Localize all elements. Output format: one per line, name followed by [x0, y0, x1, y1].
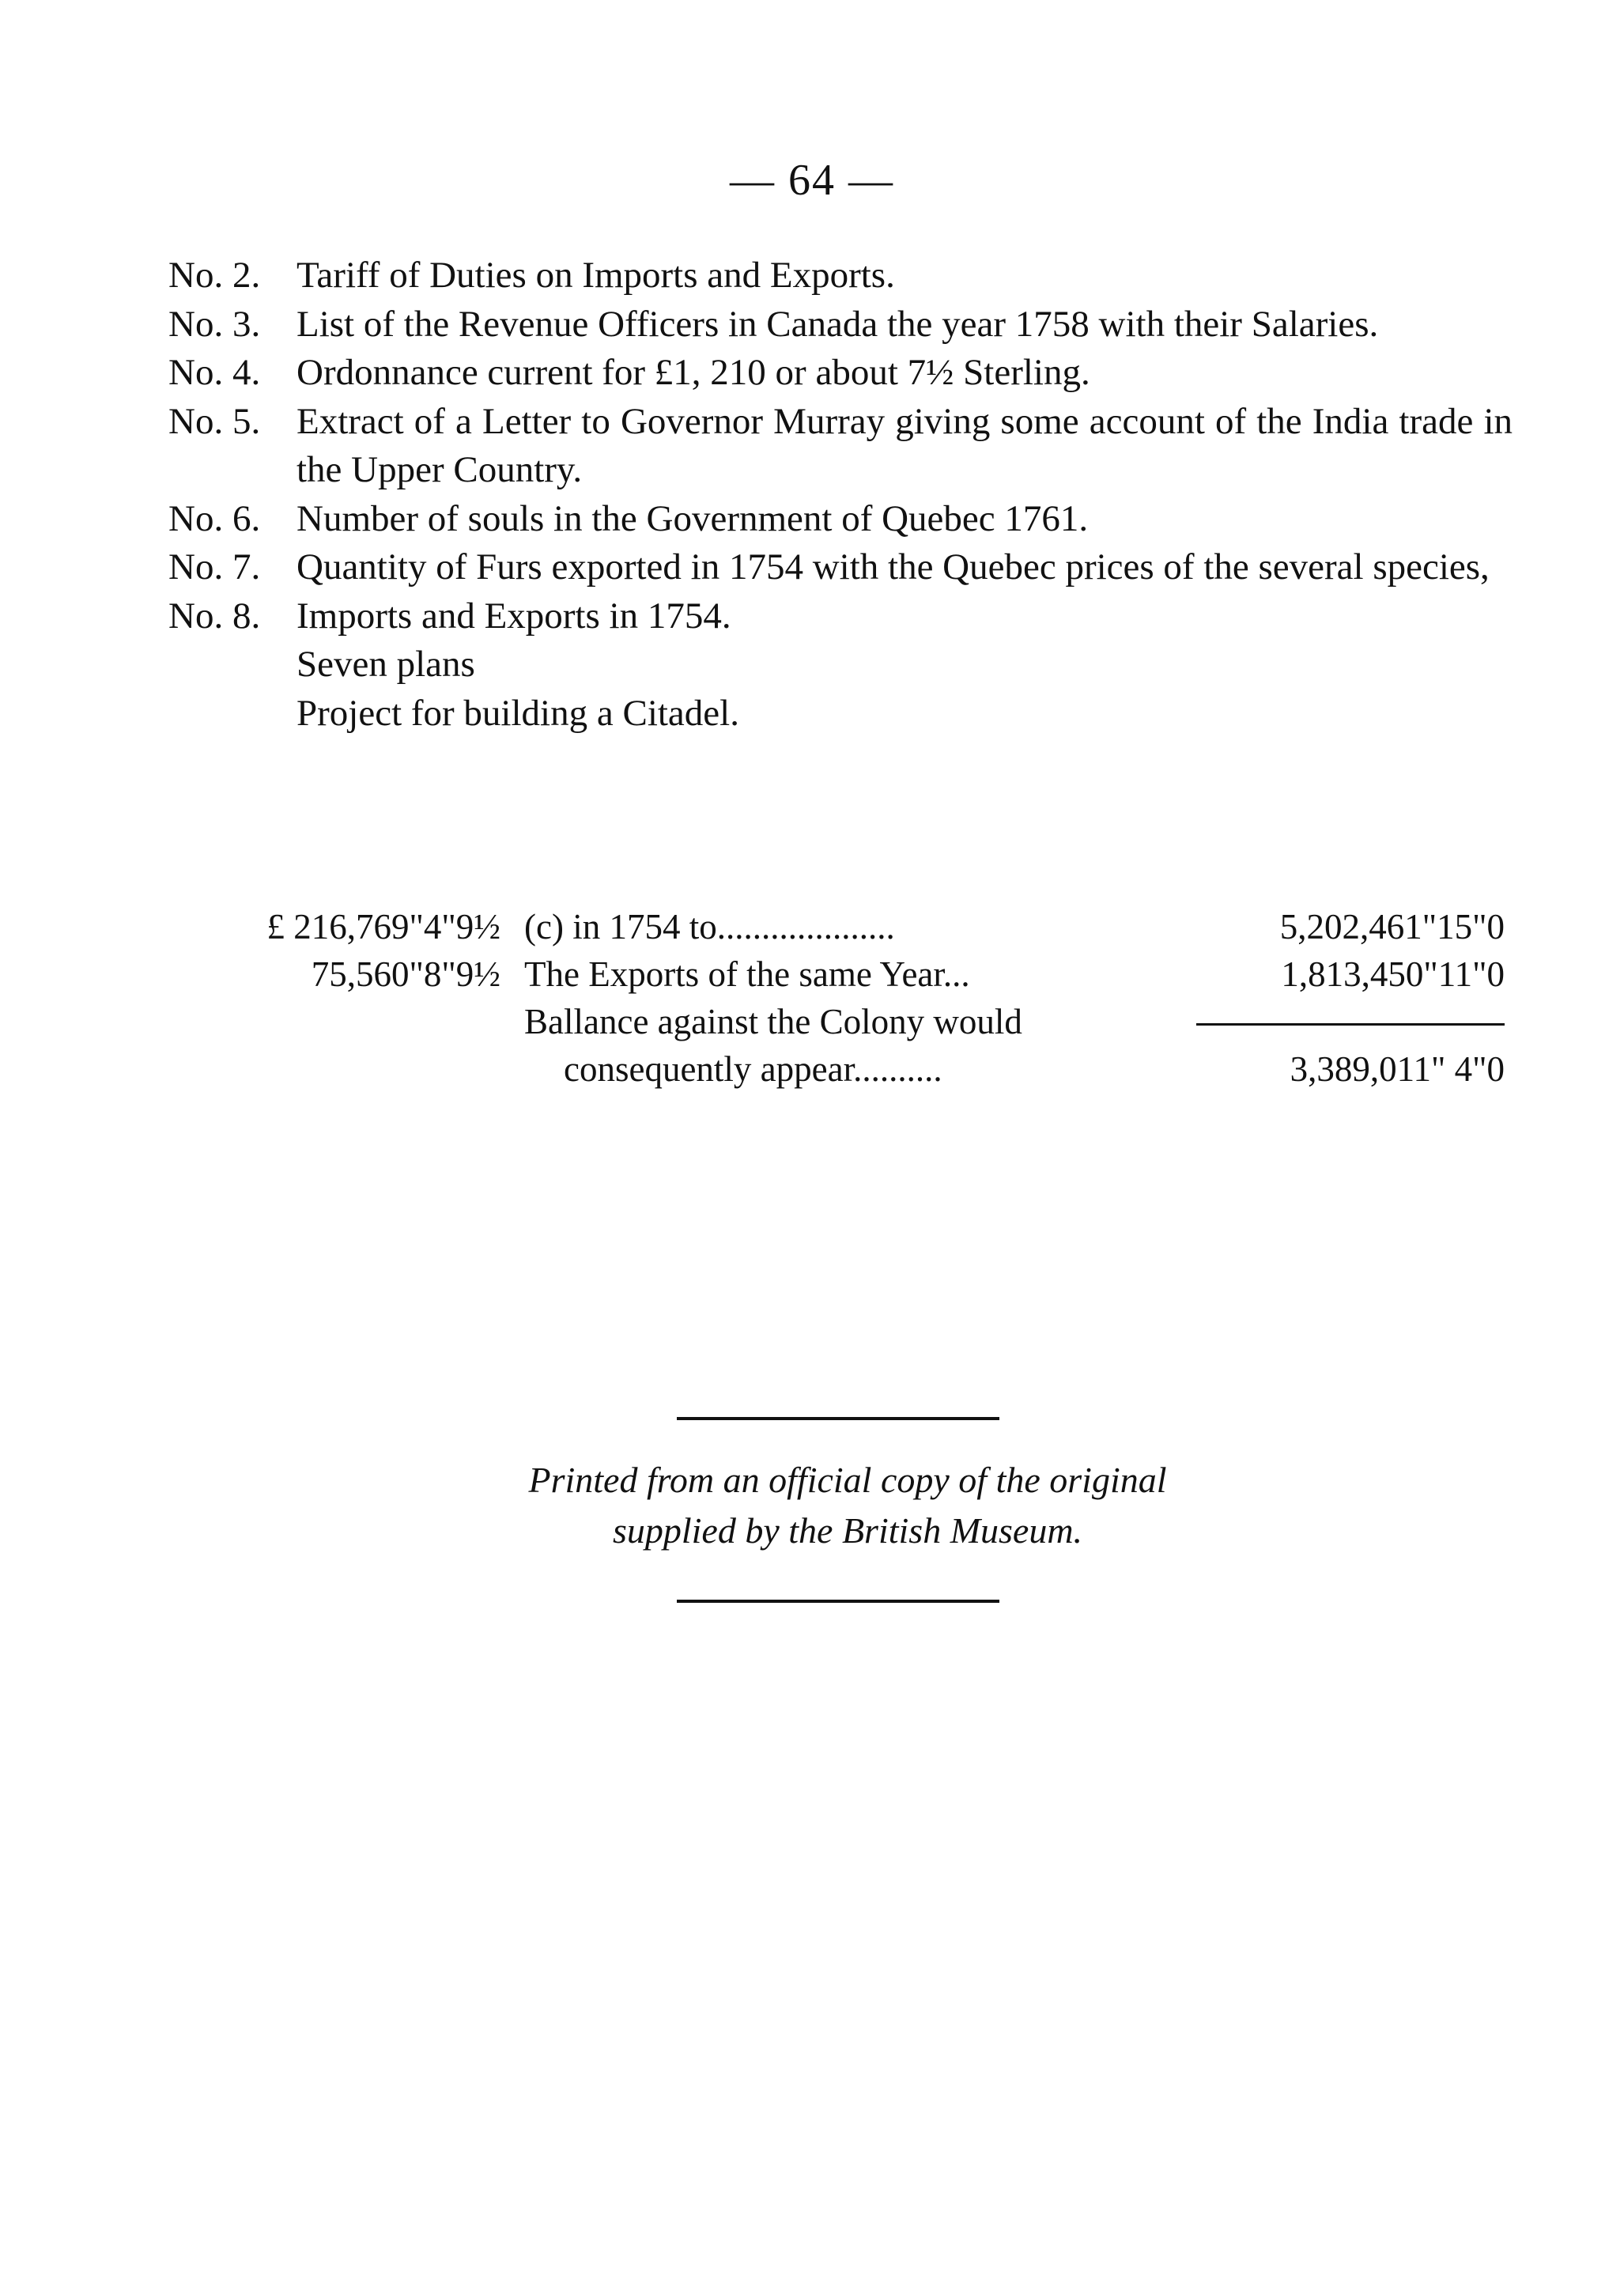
item-number: No. 4.: [168, 352, 261, 393]
item-text: Tariff of Duties on Imports and Exports.: [296, 255, 895, 296]
description: (c) in 1754 to....................: [524, 907, 895, 947]
divider-top: [677, 1417, 999, 1420]
right-amount: 3,389,011" 4"0: [1290, 1049, 1505, 1089]
list-item: [168, 251, 1513, 300]
list-item: [168, 300, 1513, 350]
item-text: Ordonnance current for £1, 210 or about 7½ Sterling.: [296, 352, 1090, 393]
page-number: — 64 —: [730, 156, 894, 205]
credit-line: supplied by the British Museum.: [612, 1510, 1083, 1551]
list-item: [168, 543, 1513, 592]
description: The Exports of the same Year...: [524, 954, 970, 994]
extra-line: Project for building a Citadel.: [296, 692, 739, 734]
enclosure-list: [168, 251, 1513, 738]
item-number: No. 2.: [168, 255, 261, 296]
credit-line: Printed from an official copy of the original: [528, 1460, 1167, 1500]
item-text: List of the Revenue Officers in Canada the year 1758 with their Salaries.: [296, 303, 1379, 345]
accounts-row: [168, 1045, 1505, 1093]
right-amount: 1,813,450"11"0: [1281, 954, 1505, 994]
item-number: No. 5.: [168, 400, 261, 442]
extra-line: Seven plans: [296, 644, 475, 685]
accounts-row: [168, 950, 1505, 998]
left-amount: 75,560"8"9½: [311, 954, 500, 994]
item-text: Quantity of Furs exported in 1754 with the Quebec prices of the several species,: [296, 546, 1490, 588]
item-number: No. 3.: [168, 303, 261, 345]
item-number: No. 7.: [168, 546, 261, 588]
description: consequently appear..........: [564, 1049, 942, 1089]
accounts-row: [168, 998, 1505, 1045]
accounts-block: [168, 903, 1505, 1093]
divider-bottom: [677, 1600, 999, 1603]
item-text: Number of souls in the Government of Quebec 1761.: [296, 497, 1089, 539]
sum-rule: [1196, 1023, 1505, 1026]
list-item: [168, 398, 1513, 495]
credit-note: [0, 1455, 1624, 1556]
item-text: Extract of a Letter to Governor Murray giving some account of the India trade in the Upper Country.: [296, 400, 1513, 490]
list-item: [168, 592, 1513, 641]
description: Ballance against the Colony would: [524, 1002, 1022, 1041]
list-item: [168, 495, 1513, 544]
accounts-row: [168, 903, 1505, 950]
left-amount: £ 216,769"4"9½: [266, 907, 500, 947]
item-number: No. 6.: [168, 497, 261, 539]
item-text: Imports and Exports in 1754.: [296, 595, 731, 637]
right-amount: 5,202,461"15"0: [1279, 907, 1505, 947]
list-item: [168, 349, 1513, 398]
item-number: No. 8.: [168, 595, 261, 637]
